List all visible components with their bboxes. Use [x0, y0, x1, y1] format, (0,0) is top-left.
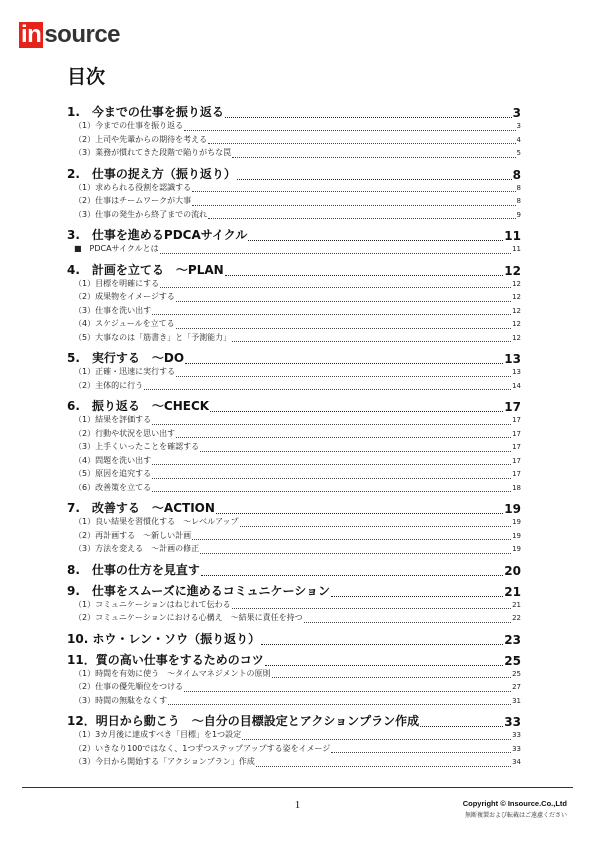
dot-leader	[152, 313, 511, 315]
toc-page-number: 8	[516, 197, 521, 205]
toc-subsection-entry	[67, 612, 521, 626]
toc-subsection-label: （2）コミュニケーションにおける心構え ～結果に責任を持つ	[74, 613, 303, 622]
toc-subsection-entry	[67, 278, 521, 292]
dot-leader	[331, 751, 511, 753]
toc-page-number: 34	[512, 758, 521, 766]
dot-leader	[242, 738, 511, 740]
toc-page-number: 12	[512, 333, 521, 342]
toc-subsection-entry	[67, 120, 521, 134]
dot-leader	[272, 676, 512, 678]
toc-section-label: 4. 計画を立てる ～PLAN	[67, 262, 224, 277]
toc-page-number: 12	[512, 320, 521, 328]
dot-leader	[248, 239, 503, 241]
toc-page-number: 27	[512, 683, 521, 691]
copyright-text: Copyright © Insource.Co.,Ltd	[462, 799, 567, 808]
toc-subsection-entry	[67, 599, 521, 613]
toc-subsection-entry	[67, 195, 521, 209]
toc-subsection-entry	[67, 332, 521, 346]
dot-leader	[176, 327, 511, 329]
toc-page-number: 33	[512, 744, 521, 753]
toc-subsection-entry	[67, 134, 521, 148]
dot-leader	[160, 286, 511, 288]
dot-leader	[184, 129, 515, 131]
dot-leader	[152, 423, 511, 425]
toc-subsection-entry	[67, 681, 521, 695]
toc-page-number: 12	[504, 263, 521, 278]
toc-subsection-label: （3）上手くいったことを確認する	[74, 442, 200, 451]
toc-page-number: 4	[516, 135, 521, 144]
toc-subsection-label: （3）仕事を洗い出す	[74, 305, 152, 315]
toc-page-number: 12	[512, 293, 521, 301]
toc-page-number: 23	[504, 632, 521, 647]
toc-page-number: 3	[512, 106, 521, 120]
toc-page-number: 17	[512, 456, 521, 465]
toc-section-entry	[67, 161, 521, 182]
dot-leader	[201, 574, 503, 576]
toc-subsection-label: （1）良い結果を習慣化する ～レベルアップ	[74, 517, 239, 526]
footer-divider	[22, 787, 573, 788]
toc-page-number: 13	[512, 368, 521, 376]
toc-subsection-entry	[67, 243, 521, 257]
toc-section-entry	[67, 708, 521, 729]
dot-leader	[225, 116, 512, 118]
toc-page-number: 19	[512, 518, 521, 526]
toc-page-number: 13	[504, 352, 521, 366]
logo-text: source	[44, 21, 121, 48]
toc-page-number: 11	[512, 245, 521, 253]
toc-subsection-label: （5）原因を追究する	[74, 469, 152, 478]
toc-section-entry	[67, 393, 521, 414]
toc-section-label: 11．質の高い仕事をするためのコツ	[67, 652, 264, 667]
toc-subsection-label: （4）スケジュールを立てる	[74, 319, 175, 328]
toc-subsection-label: （1）今までの仕事を振り返る	[74, 121, 184, 130]
toc-section-entry	[67, 222, 521, 243]
dot-leader	[240, 525, 512, 527]
dot-leader	[200, 552, 511, 554]
toc-page-number: 19	[504, 502, 521, 516]
toc-subsection-label: （4）問題を洗い出す	[74, 455, 152, 465]
toc-subsection-entry	[67, 668, 521, 682]
toc-page-number: 31	[512, 696, 521, 705]
toc-page-number: 9	[516, 210, 521, 219]
reproduction-notice: 無断複製および転載はご遠慮ください	[464, 812, 567, 819]
toc-page-number: 33	[512, 731, 521, 739]
toc-subsection-entry	[67, 182, 521, 196]
dot-leader	[152, 463, 511, 465]
toc-page-number: 25	[512, 669, 521, 678]
toc-page-number: 33	[504, 715, 521, 729]
toc-subsection-entry	[67, 543, 521, 557]
table-of-contents	[67, 99, 521, 770]
toc-page-number: 19	[512, 531, 521, 540]
dot-leader	[210, 410, 503, 412]
page-title: 目次	[67, 66, 106, 88]
toc-page-number: 20	[504, 563, 521, 578]
toc-page-number: 12	[512, 279, 521, 288]
toc-section-entry	[67, 626, 521, 647]
dot-leader	[304, 621, 511, 623]
dot-leader	[184, 690, 511, 692]
toc-page-number: 17	[512, 470, 521, 478]
dot-leader	[420, 725, 503, 727]
insource-logo	[19, 22, 120, 48]
toc-subsection-label: （1）求められる役割を認識する	[74, 182, 192, 192]
toc-subsection-label: （3）方法を変える ～計画の修正	[74, 544, 200, 553]
dot-leader	[152, 477, 511, 479]
dot-leader	[261, 643, 503, 645]
dot-leader	[232, 607, 511, 609]
toc-page-number: 17	[512, 429, 521, 438]
toc-section-label: 3. 仕事を進めるPDCAサイクル	[67, 228, 248, 242]
dot-leader	[176, 375, 511, 377]
dot-leader	[144, 388, 511, 390]
dot-leader	[331, 595, 503, 597]
toc-page-number: 19	[512, 545, 521, 553]
toc-subsection-label: （2）再計画する ～新しい計画	[74, 530, 192, 540]
toc-subsection-entry	[67, 530, 521, 544]
toc-subsection-entry	[67, 380, 521, 394]
toc-subsection-label: （3）業務が慣れてきた段階で陥りがちな罠	[74, 148, 232, 157]
toc-section-label: 12．明日から動こう ～自分の目標設定とアクションプラン作成	[67, 714, 420, 728]
dot-leader	[200, 450, 511, 452]
toc-subsection-label: （2）行動や状況を思い出す	[74, 428, 176, 438]
toc-page-number: 8	[516, 183, 521, 192]
toc-subsection-entry	[67, 743, 521, 757]
toc-subsection-label: （2）上司や先輩からの期待を考える	[74, 134, 208, 144]
toc-subsection-entry	[67, 318, 521, 332]
toc-page-number: 11	[504, 229, 521, 243]
dot-leader	[216, 512, 503, 514]
dot-leader	[192, 538, 511, 540]
dot-leader	[192, 204, 515, 206]
page-number: 1	[294, 799, 301, 811]
dot-leader	[232, 156, 515, 158]
toc-page-number: 17	[512, 416, 521, 424]
toc-subsection-entry	[67, 482, 521, 496]
toc-subsection-label: （2）仕事の優先順位をつける	[74, 682, 184, 691]
toc-page-number: 25	[504, 653, 521, 668]
toc-subsection-entry	[67, 147, 521, 161]
toc-subsection-entry	[67, 441, 521, 455]
toc-subsection-entry	[67, 209, 521, 223]
toc-section-label: 5. 実行する ～DO	[67, 351, 185, 365]
dot-leader	[168, 703, 511, 705]
toc-page-number: 21	[512, 600, 521, 609]
toc-subsection-entry	[67, 291, 521, 305]
toc-section-entry	[67, 557, 521, 578]
toc-subsection-label: （5）大事なのは「筋書き」と「予測能力」	[74, 332, 232, 342]
dot-leader	[256, 765, 511, 767]
dot-leader	[185, 362, 503, 364]
toc-section-entry	[67, 495, 521, 516]
toc-subsection-label: （2）仕事はチームワークが大事	[74, 196, 192, 205]
toc-subsection-entry	[67, 729, 521, 743]
dot-leader	[265, 664, 504, 666]
toc-subsection-label: （1）コミュニケーションはねじれて伝わる	[74, 599, 231, 609]
toc-subsection-label: （6）改善策を立てる	[74, 482, 152, 492]
toc-subsection-entry	[67, 366, 521, 380]
dot-leader	[232, 340, 511, 342]
toc-subsection-entry	[67, 455, 521, 469]
toc-subsection-label: （1）結果を評価する	[74, 415, 152, 424]
toc-page-number: 8	[512, 167, 521, 182]
toc-subsection-label: （1）正確・迅速に実行する	[74, 367, 176, 376]
toc-subsection-label: （3）仕事の発生から終了までの流れ	[74, 209, 208, 219]
toc-section-entry	[67, 257, 521, 278]
dot-leader	[152, 490, 511, 492]
toc-subsection-label: ■ PDCAサイクルとは	[74, 244, 159, 253]
dot-leader	[176, 436, 511, 438]
toc-section-entry	[67, 99, 521, 120]
toc-subsection-entry	[67, 428, 521, 442]
toc-subsection-label: （3）時間の無駄をなくす	[74, 695, 168, 705]
dot-leader	[160, 252, 511, 254]
toc-page-number: 22	[512, 614, 521, 622]
toc-subsection-entry	[67, 414, 521, 428]
toc-subsection-entry	[67, 516, 521, 530]
toc-section-label: 1. 今までの仕事を振り返る	[67, 105, 224, 119]
toc-section-label: 10. ホウ・レン・ソウ（振り返り）	[67, 631, 261, 646]
toc-section-label: 8. 仕事の仕方を見直す	[67, 562, 200, 577]
toc-section-entry	[67, 578, 521, 599]
toc-subsection-entry	[67, 305, 521, 319]
toc-subsection-label: （3）今日から開始する「アクションプラン」作成	[74, 757, 255, 766]
dot-leader	[192, 190, 515, 192]
toc-page-number: 17	[512, 443, 521, 451]
toc-section-label: 2. 仕事の捉え方（振り返り）	[67, 166, 236, 181]
toc-subsection-label: （2）主体的に行う	[74, 380, 144, 390]
toc-page-number: 21	[504, 584, 521, 599]
toc-subsection-label: （2）いきなり100ではなく、1つずつステップアップする姿をイメージ	[74, 743, 331, 753]
toc-page-number: 17	[504, 400, 521, 414]
toc-page-number: 12	[512, 306, 521, 315]
dot-leader	[176, 300, 511, 302]
dot-leader	[208, 217, 515, 219]
dot-leader	[237, 178, 512, 180]
dot-leader	[225, 274, 504, 276]
toc-section-label: 7. 改善する ～ACTION	[67, 501, 215, 515]
toc-page-number: 5	[516, 149, 521, 157]
toc-page-number: 3	[516, 122, 521, 130]
toc-subsection-entry	[67, 695, 521, 709]
toc-subsection-label: （1）時間を有効に使う ～タイムマネジメントの原則	[74, 668, 271, 678]
dot-leader	[208, 142, 515, 144]
toc-section-label: 6. 振り返る ～CHECK	[67, 399, 210, 413]
toc-subsection-entry	[67, 468, 521, 482]
toc-section-entry	[67, 345, 521, 366]
logo-boxed-text: in	[21, 21, 42, 48]
toc-page-number: 18	[512, 483, 521, 492]
toc-subsection-label: （1）3カ月後に達成すべき「目標」を1つ設定	[74, 730, 242, 739]
toc-subsection-entry	[67, 756, 521, 770]
toc-section-entry	[67, 647, 521, 668]
toc-page-number: 14	[512, 381, 521, 390]
toc-section-label: 9. 仕事をスムーズに進めるコミュニケーション	[67, 583, 330, 598]
toc-subsection-label: （2）成果物をイメージする	[74, 292, 175, 301]
toc-subsection-label: （1）目標を明確にする	[74, 278, 160, 288]
